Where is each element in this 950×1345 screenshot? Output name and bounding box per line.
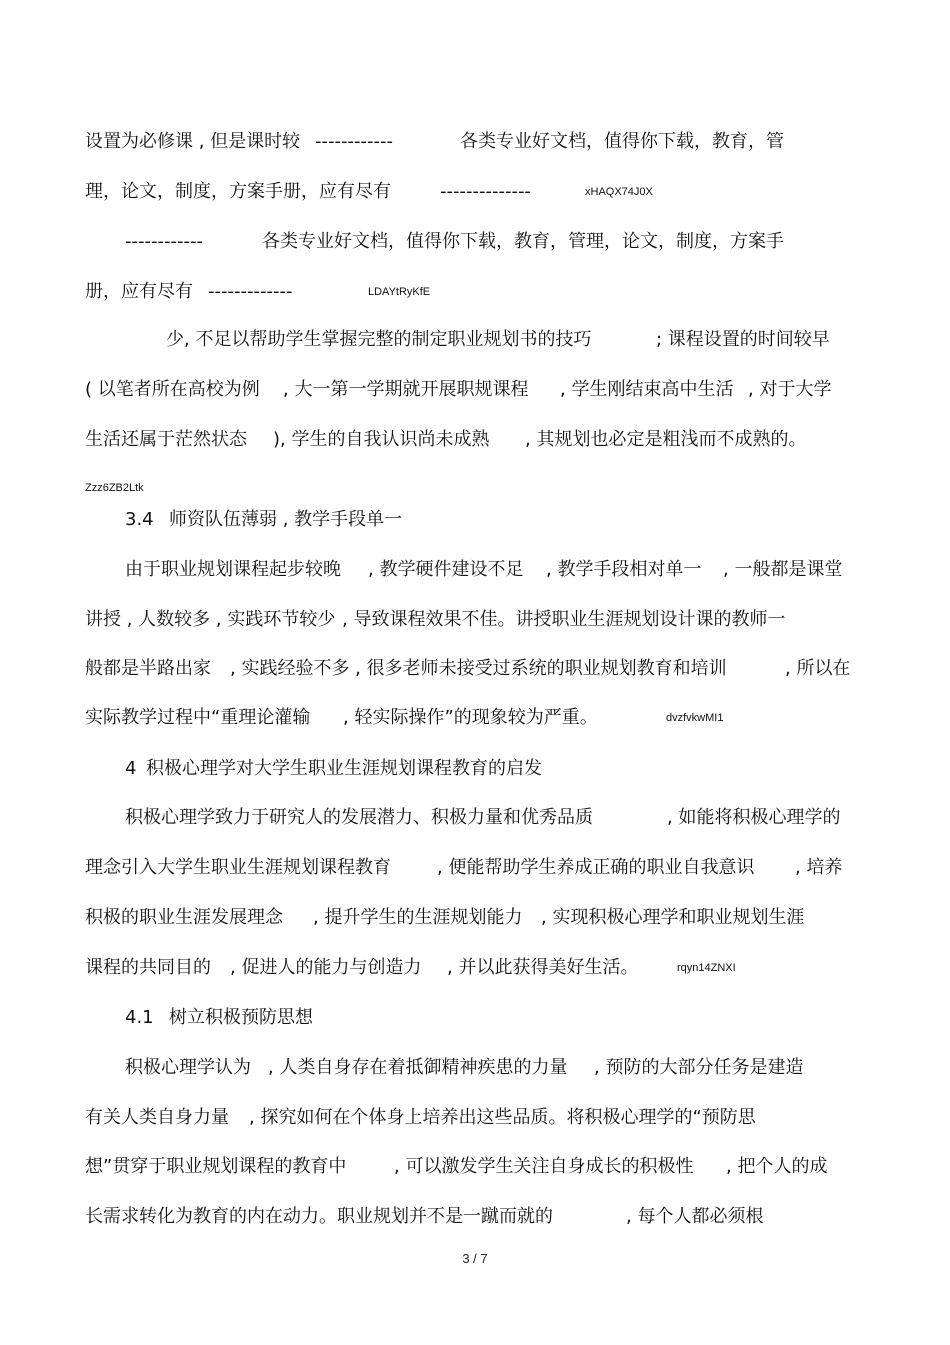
text-segment: , 对于大学 (748, 379, 832, 400)
text-segment: -------------- (440, 181, 531, 202)
text-line (0, 657, 950, 681)
text-segment: 积极的职业生涯发展理念 (85, 907, 283, 928)
text-segment: , 所以在 (785, 658, 851, 679)
text-segment: 积极心理学对大学生职业生涯规划课程教育的启发 (146, 758, 542, 779)
text-segment: , 促进人的能力与创造力 (230, 957, 422, 978)
text-segment: ( 以笔者所在高校为例 (85, 379, 260, 400)
doc-code: LDAYtRyKfE (368, 286, 431, 298)
text-segment: , 培养 (795, 857, 843, 878)
text-line (0, 476, 950, 500)
text-line (0, 856, 950, 880)
page-indicator: 3 / 7 (462, 1251, 488, 1266)
text-segment: 各类专业好文档，值得你下载，教育，管 (460, 131, 784, 152)
doc-code: xHAQX74J0X (585, 186, 653, 198)
text-segment: 各类专业好文档，值得你下载，教育，管理，论文，制度，方案手 (262, 231, 784, 252)
text-segment: 课程的共同目的 (85, 957, 211, 978)
text-segment: , 轻实际操作”的现象较为严重。 (343, 707, 598, 728)
text-line (0, 757, 950, 781)
text-segment: 想”贯穿于职业规划课程的教育中 (85, 1156, 347, 1177)
text-segment: , 教学硬件建设不足 (368, 559, 524, 580)
text-line (0, 706, 950, 730)
text-segment: , 便能帮助学生养成正确的职业自我意识 (437, 857, 755, 878)
text-segment: 由于职业规划课程起步较晚 (125, 559, 341, 580)
text-segment: 树立积极预防思想 (169, 1007, 313, 1028)
text-line (0, 130, 950, 154)
text-segment: , 探究如何在个体身上培养出这些品质。将积极心理学的“预防思 (249, 1107, 756, 1128)
text-segment: 积极心理学认为 (125, 1057, 251, 1078)
text-segment: , 并以此获得美好生活。 (447, 957, 639, 978)
text-segment: 师资队伍薄弱 , 教学手段单一 (169, 509, 403, 530)
text-segment: , 实现积极心理学和职业规划生涯 (541, 907, 805, 928)
text-line (0, 378, 950, 402)
text-segment: 长需求转化为教育的内在动力。职业规划并不是一蹴而就的 (85, 1206, 553, 1227)
text-line (0, 558, 950, 582)
text-segment: , 实践经验不多 , 很多老师未接受过系统的职业规划教育和培训 (230, 658, 727, 679)
text-line (0, 180, 950, 204)
text-line (0, 1056, 950, 1080)
text-line (0, 956, 950, 980)
text-segment: , 可以激发学生关注自身成长的积极性 (394, 1156, 694, 1177)
text-segment: , 学生刚结束高中生活 (560, 379, 734, 400)
text-line (0, 428, 950, 452)
text-segment: 册，应有尽有 (85, 281, 193, 302)
text-segment: ------------ (125, 231, 203, 252)
text-segment: 讲授 , 人数较多 , 实践环节较少 (85, 609, 336, 630)
text-segment: , 大一第一学期就开展职规课程 (283, 379, 529, 400)
text-line (0, 1155, 950, 1179)
text-segment: 理，论文，制度，方案手册，应有尽有 (85, 181, 391, 202)
text-segment: ), 学生的自我认识尚未成熟 (273, 429, 490, 450)
text-line (0, 806, 950, 830)
text-segment: 设置为必修课 , 但是课时较 (85, 131, 301, 152)
text-line (0, 508, 950, 532)
text-segment: , 一般都是课堂 (723, 559, 843, 580)
text-line (0, 280, 950, 304)
text-line (0, 608, 950, 632)
text-segment: 积极心理学致力于研究人的发展潜力、积极力量和优秀品质 (125, 807, 593, 828)
text-segment: 生活还属于茫然状态 (85, 429, 247, 450)
text-segment: 4.1 (125, 1007, 154, 1028)
text-line (0, 328, 950, 352)
doc-code: rqyn14ZNXI (677, 962, 736, 974)
text-segment: , 人类自身存在着抵御精神疾患的力量 (268, 1057, 568, 1078)
text-segment: ------------ (315, 131, 393, 152)
text-segment: , 预防的大部分任务是建造 (594, 1057, 804, 1078)
doc-code: dvzfvkwMI1 (666, 712, 724, 724)
text-segment: , 教学手段相对单一 (546, 559, 702, 580)
text-segment: , 把个人的成 (726, 1156, 828, 1177)
text-segment: ------------- (208, 281, 293, 302)
text-segment: 般都是半路出家 (85, 658, 211, 679)
text-line (0, 1106, 950, 1130)
text-segment: , 导致课程效果不佳。讲授职业生涯规划设计课的教师一 (342, 609, 786, 630)
text-line (0, 906, 950, 930)
text-segment: , 提升学生的生涯规划能力 (313, 907, 523, 928)
text-segment: 实际教学过程中“重理论灌输 (85, 707, 311, 728)
text-segment: 理念引入大学生职业生涯规划课程教育 (85, 857, 391, 878)
text-segment: , 其规划也必定是粗浅而不成熟的。 (525, 429, 807, 450)
text-segment: , 每个人都必须根 (626, 1206, 764, 1227)
text-segment: , 如能将积极心理学的 (667, 807, 841, 828)
text-line (0, 230, 950, 254)
text-segment: 少, 不足以帮助学生掌握完整的制定职业规划书的技巧 (166, 329, 592, 350)
text-segment: 4 (125, 758, 137, 779)
text-segment: 有关人类自身力量 (85, 1107, 229, 1128)
text-segment: ; 课程设置的时间较早 (656, 329, 830, 350)
text-line (0, 1006, 950, 1030)
doc-code: Zzz6ZB2Ltk (85, 482, 144, 494)
text-segment: 3.4 (125, 509, 154, 530)
text-line (0, 1205, 950, 1229)
